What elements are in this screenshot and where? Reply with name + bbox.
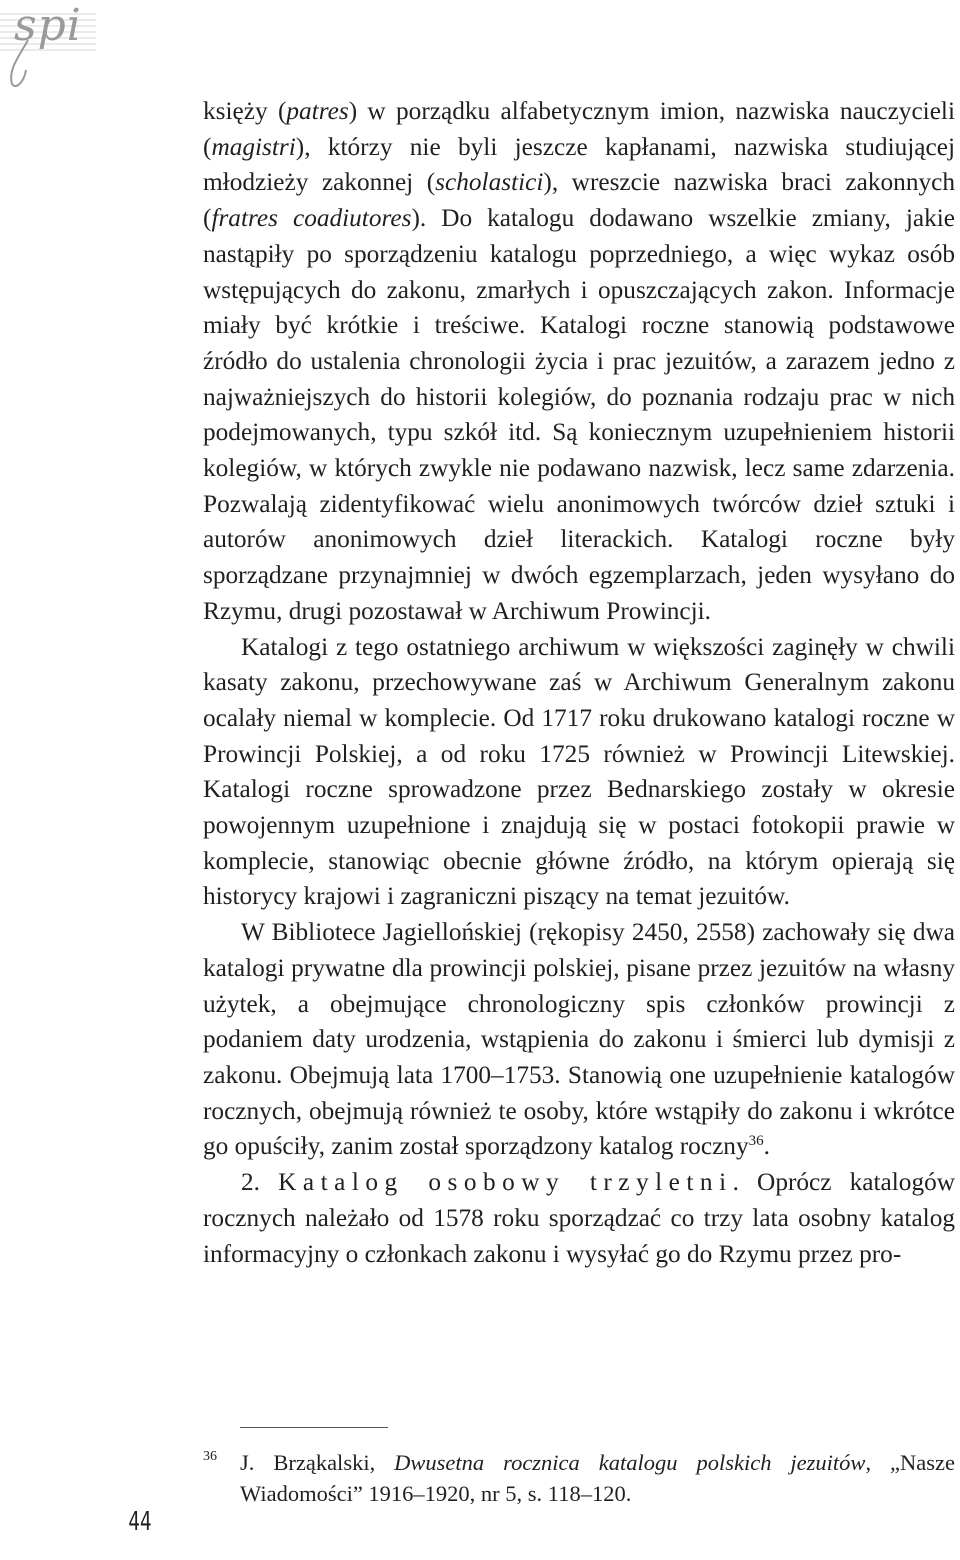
footnote [203, 1447, 955, 1509]
paragraph-2: Katalogi z tego ostatniego archiwum w większości zaginęły w chwili kasaty zakonu, przechowywane zaś w Archiwum Generalnym zakonu ocalały niemal w komplecie. Od 1717 roku drukowano katalogi roczne w Prowincji Polskiej, a od roku 1725 również w Prowincji Litewskiej. Katalogi roczne sprowadzone przez Bednarskiego zostały w okresie powojennym uzupełnione i znajdują się w postaci fotokopii prawie w komplecie, stanowiąc obecnie główne źródło, na którym opierają się historycy krajowi i zagraniczni piszący na temat jezuitów. [203, 632, 955, 911]
text-span: ), którzy nie byli jeszcze kapłanami, nazwiska studiującej młodzieży zakonnej ( [203, 132, 955, 197]
section-number: 2. [241, 1168, 260, 1197]
italic-title: Dwusetna rocznica katalogu polskich jezuitów [394, 1450, 866, 1475]
footnote-text [240, 1447, 955, 1509]
italic-term: scholastici [435, 168, 544, 197]
section-heading: Katalog osobowy trzyletni [278, 1168, 733, 1197]
text-span: . [763, 1132, 770, 1161]
paragraph-1 [203, 94, 955, 630]
main-text [203, 94, 955, 1272]
text-span: ) w porządku alfabetycznym imion, nazwiska nauczycieli ( [203, 97, 955, 161]
paragraph-4 [203, 1165, 955, 1272]
text-span: księży ( [203, 97, 287, 125]
italic-term: patres [286, 97, 349, 125]
logo-text: spi [14, 0, 82, 51]
text-span: ), wreszcie nazwiska braci zakonnych ( [203, 168, 955, 233]
footnote-number: 36 [203, 1449, 217, 1464]
footnote-divider [240, 1427, 388, 1428]
italic-term: magistri [211, 132, 296, 161]
italic-term: fratres coadiutores [211, 204, 412, 233]
text-span: . Oprócz katalogów rocznych należało od 1578 roku sporządzać co trzy lata osobny katalog informacyjny o członkach zakonu i wysyłać go do Rzymu przez pro- [203, 1168, 956, 1268]
footnote-reference: 36 [748, 1133, 764, 1150]
text-span: ). Do katalogu dodawano wszelkie zmiany, jakie nastąpiły po sporządzeniu katalogu poprzedniego, a więc wykaz osób wstępujących do zakonu, zmarłych i opuszczających zakon. Informacje miały być krótkie i treściwe. Katalogi roczne stanowią podstawowe źródło do ustalenia chronologii życia i prac jezuitów, a zarazem jedno z najważniejszych do historii kolegiów, do poznania rodzaju prac w nich podejmowanych, typu szkół itd. Są koniecznym uzupełnieniem historii kolegiów, w których zwykle nie podawano nazwisk, lecz same zdarzenia. Pozwalają zidentyfikować wielu anonimowych twórców dzieł sztuki i autorów anonimowych dzieł literackich. Katalogi roczne były sporządzane przynajmniej w dwóch egzemplarzach, jeden wysyłano do Rzymu, drugi pozostawał w Archiwum Prowincji. [203, 204, 955, 625]
publisher-logo [0, 0, 96, 96]
text-span: , „Nasze Wiadomości” 1916–1920, nr 5, s. 118–120. [240, 1450, 955, 1506]
paragraph-3 [203, 915, 955, 1165]
text-span: J. Brząkalski, [240, 1450, 395, 1475]
page-number: 44 [128, 1507, 152, 1537]
text-span: W Bibliotece Jagiellońskiej (rękopisy 2450, 2558) zachowały się dwa katalogi prywatne dla prowincji polskiej, pisane przez jezuitów na własny użytek, a obejmujące chronologiczny spis członków prowincji z podaniem daty urodzenia, wstąpienia do zakonu i śmierci lub dymisji z zakonu. Obejmują lata 1700–1753. Stanowią one uzupełnienie katalogów rocznych, obejmują również te osoby, które wstąpiły do zakonu i wkrótce go opuściły, zanim został sporządzony katalog roczny [203, 918, 955, 1161]
